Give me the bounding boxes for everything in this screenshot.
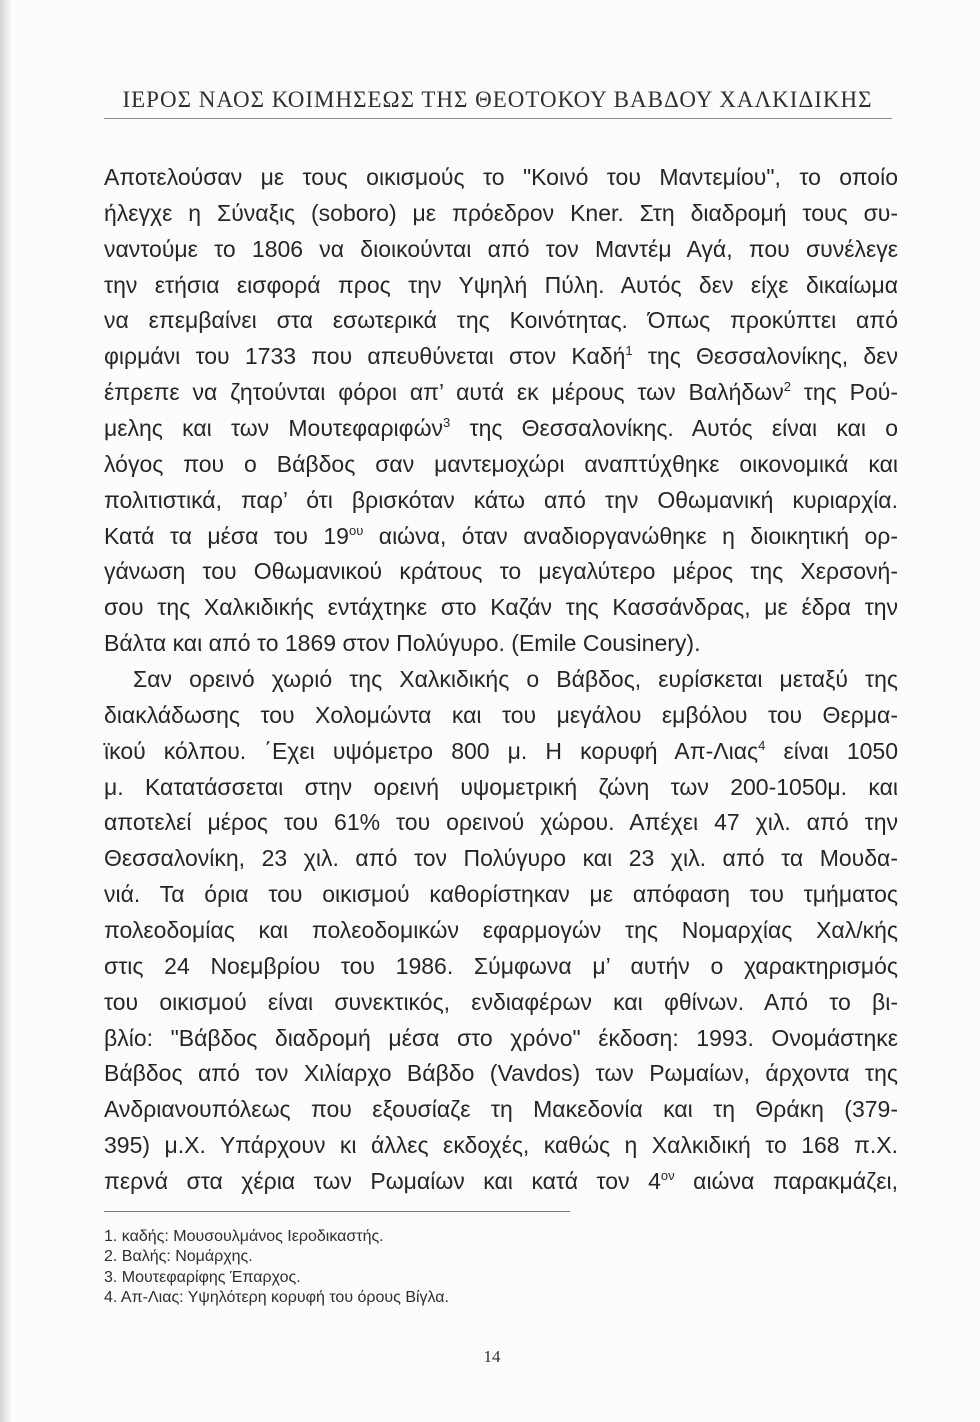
footnote-ref-2: 2 [783,379,791,395]
body-line: νιά. Τα όρια του οικισμού καθορίστηκαν με απόφαση του τμήματος [104,881,898,908]
body-line [104,1164,898,1200]
line-text: φιρμάνι του 1733 που απευθύνεται στον Καδή [104,343,626,370]
line-text: της Θεσσαλονίκης, δεν [632,343,898,370]
body-line: λόγος που ο Βάβδος σαν μαντεμοχώρι αναπτύχθηκε οικονομικά και [104,450,898,477]
line-text: περνά στα χέρια των Ρωμαίων και κατά τον 4 [104,1168,661,1195]
body-line: ήλεγχε η Σύναξις (soboro) με πρόεδρον Kner. Στη διαδρομή τους συ- [104,199,898,226]
body-line [104,375,898,411]
footnote-ref-1: 1 [625,343,633,359]
paragraph-2 [104,662,898,1200]
body-line: αποτελεί μέρος του 61% του ορεινού χώρου. Απέχει 47 χιλ. από την [104,809,898,836]
running-header: ΙΕΡΟΣ ΝΑΟΣ ΚΟΙΜΗΣΕΩΣ ΤΗΣ ΘΕΟΤΟΚΟΥ ΒΑΒΔΟΥ ΧΑΛΚΙΔΙΚΗΣ [122,87,873,112]
footnote-ref-4: 4 [758,737,766,753]
body-line: σου της Χαλκιδικής εντάχτηκε στο Καζάν της Κασσάνδρας, με έδρα την [104,594,898,621]
body-line: Βάλτα και από το 1869 στον Πολύγυρο. (Emile Cousinery). [104,630,701,657]
body-line: Θεσσαλονίκη, 23 χιλ. από τον Πολύγυρο και 23 χιλ. από τα Μουδα- [104,845,898,872]
body-text [104,160,898,1200]
body-line: Ανδριανουπόλεως που εξουσίαζε τη Μακεδονία και τη Θράκη (379- [104,1096,898,1123]
footnote-4: 4. Απ-Λιας: Υψηλότερη κορυφή του όρους Βίγλα. [104,1288,449,1306]
ordinal-suffix: ον [660,1168,675,1184]
body-line [104,519,898,555]
body-line: πολιτιστικά, παρ’ ότι βρισκόταν κάτω από την Οθωμανική κυριαρχία. [104,486,898,513]
body-line: 395) μ.Χ. Υπάρχουν κι άλλες εκδοχές, καθώς η Χαλκιδική το 168 π.Χ. [104,1132,898,1159]
footnote-rule [104,1211,570,1212]
body-line: του οικισμού είναι συνεκτικός, ενδιαφέρων και φθίνων. Από το βι- [104,988,898,1015]
body-line: γάνωση του Οθωμανικού κράτους το μεγαλύτερο μέρος της Χερσονή- [104,558,898,585]
body-line: ναντούμε το 1806 να διοικούνται από τον Μαντέμ Αγά, που συνέλεγε [104,235,898,262]
body-line: Βάβδος από τον Χιλίαρχο Βάβδο (Vavdos) των Ρωμαίων, άρχοντα της [104,1060,898,1087]
body-line: Σαν ορεινό χωριό της Χαλκιδικής ο Βάβδος, ευρίσκεται μεταξύ της [133,666,898,693]
footnotes [104,1227,898,1308]
footnote-3: 3. Μουτεφαρίφης Έπαρχος. [104,1268,301,1286]
line-text: είναι 1050 [765,737,899,764]
footnote-2: 2. Βαλής: Νομάρχης. [104,1248,253,1266]
line-text: ϊκού κόλπου. ΄Εχει υψόμετρο 800 μ. Η κορυφή Απ-Λιας [104,737,759,764]
line-text: μελης και των Μουτεφαριφών [104,415,444,442]
body-line: Αποτελούσαν με τους οικισμούς το "Κοινό του Μαντεμίου", το οποίο [104,164,898,190]
line-text: έπρεπε να ζητούνται φόροι απ’ αυτά εκ μέρους των Βαλήδων [104,379,784,406]
body-line: στις 24 Νοεμβρίου του 1986. Σύμφωνα μ’ αυτήν ο χαρακτηρισμός [104,952,898,979]
body-line [104,339,898,375]
footnote-1: 1. καδής: Μουσουλμάνος Ιεροδικαστής. [104,1228,384,1245]
footnote-ref-3: 3 [443,415,451,431]
line-text: Κατά τα μέσα του 19 [104,522,349,549]
body-line [104,411,898,447]
header-rule [104,118,892,119]
body-line: την ετήσια εισφορά προς την Υψηλή Πύλη. Αυτός δεν είχε δικαίωμα [104,271,898,298]
body-line [104,734,898,770]
line-text: αιώνα, όταν αναδιοργανώθηκε η διοικητική ορ- [363,522,898,549]
body-line: να επεμβαίνει στα εσωτερικά της Κοινότητας. Όπως προκύπτει από [104,307,898,334]
line-text: αιώνα παρακμάζει, [674,1168,898,1195]
line-text: της Θεσσαλονίκης. Αυτός είναι και ο [450,415,898,442]
body-line: βλίο: "Βάβδος διαδρομή μέσα στο χρόνο" έκδοση: 1993. Ονομάστηκε [104,1024,898,1051]
spine-shadow [0,0,12,1422]
body-line: διακλάδωσης του Χολομώντα και του μεγάλου εμβόλου του Θερμα- [104,701,898,728]
page-number: 14 [483,1347,501,1366]
paragraph-1 [104,160,898,662]
ordinal-suffix: ου [348,522,364,538]
body-line: πολεοδομίας και πολεοδομικών εφαρμογών της Νομαρχίας Χαλ/κής [104,917,898,944]
body-line: μ. Κατατάσσεται στην ορεινή υψομετρική ζώνη των 200-1050μ. και [104,773,898,800]
line-text: της Ρού- [790,379,898,406]
